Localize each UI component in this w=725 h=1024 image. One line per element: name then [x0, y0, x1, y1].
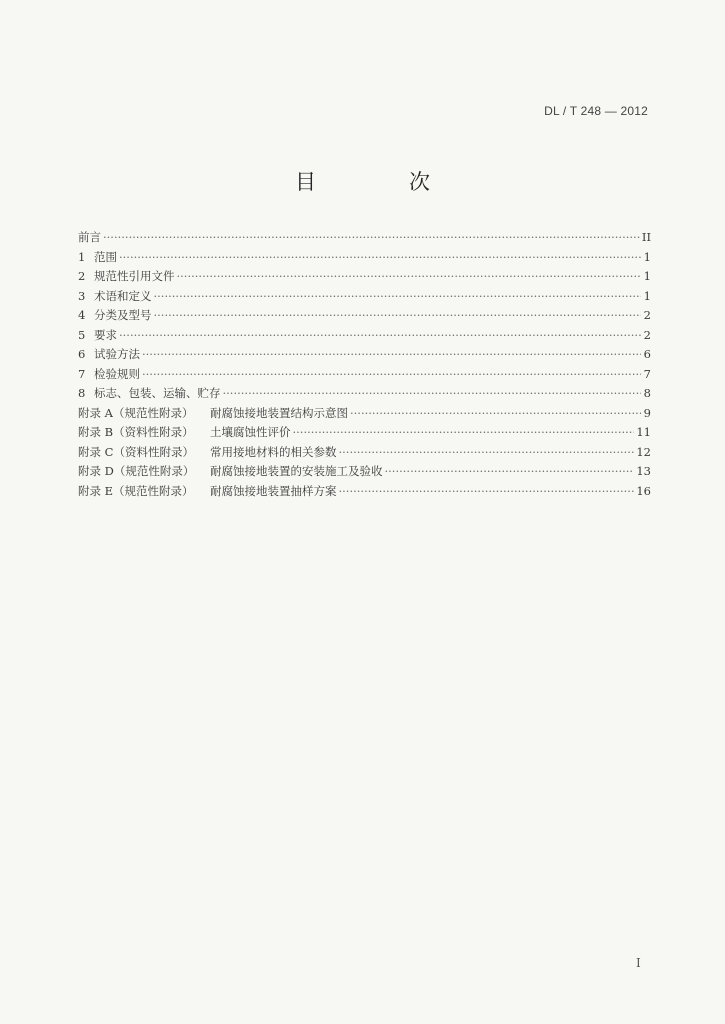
- toc-entry-number: 6: [78, 347, 86, 361]
- toc-entry-page: 12: [636, 444, 651, 459]
- toc-annex-kind: 附录 B（资料性附录）: [78, 425, 194, 439]
- toc-entry-page: 2: [643, 308, 651, 322]
- toc-annex-kind: 附录 D（规范性附录）: [78, 464, 195, 478]
- toc-entry-title: 分类及型号: [94, 308, 152, 322]
- toc-entry-title: 检验规则: [94, 366, 140, 381]
- toc-entry-number: 3: [78, 288, 86, 303]
- toc-entry-page: II: [641, 230, 651, 244]
- toc-entry-label: [78, 288, 152, 304]
- toc-entry-label: [78, 444, 337, 460]
- toc-dot-leader: [293, 425, 635, 439]
- toc-entry-label: [78, 307, 152, 323]
- toc-dot-leader: [119, 328, 641, 342]
- toc-entry[interactable]: [78, 444, 651, 464]
- toc-entry-label: [78, 229, 101, 245]
- toc-entry-number: 4: [78, 308, 86, 322]
- toc-entry[interactable]: [78, 288, 651, 308]
- page-number: I: [636, 956, 641, 970]
- toc-entry-label: [78, 327, 117, 343]
- toc-entry-label: [78, 424, 291, 440]
- toc-entry-title: 前言: [78, 230, 101, 244]
- toc-entry-label: [78, 249, 117, 265]
- toc-entry-label: [78, 405, 348, 421]
- toc-entry[interactable]: [78, 307, 651, 327]
- toc-entry-title: 规范性引用文件: [94, 269, 175, 283]
- toc-entry[interactable]: [78, 483, 651, 503]
- toc-dot-leader: [103, 230, 640, 244]
- toc-entry-number: 1: [78, 249, 86, 264]
- toc-entry-label: [78, 385, 221, 401]
- toc-entry-page: 2: [643, 327, 651, 342]
- toc-entry-number: 7: [78, 366, 86, 381]
- toc-entry-label: [78, 346, 140, 362]
- toc-entry-label: [78, 463, 383, 479]
- toc-entry[interactable]: [78, 463, 651, 483]
- document-code: DL / T 248 — 2012: [544, 104, 648, 118]
- toc-entry-page: 13: [636, 464, 651, 478]
- toc-entry[interactable]: [78, 249, 651, 269]
- toc-dot-leader: [223, 386, 642, 400]
- toc-entry[interactable]: [78, 424, 651, 444]
- table-of-contents: [78, 229, 651, 502]
- toc-entry-title: 土壤腐蚀性评价: [210, 425, 291, 439]
- toc-dot-leader: [177, 269, 642, 283]
- toc-dot-leader: [154, 289, 642, 303]
- toc-dot-leader: [154, 308, 642, 322]
- toc-entry-number: 8: [78, 386, 86, 400]
- toc-dot-leader: [339, 445, 635, 459]
- toc-entry-page: 6: [643, 347, 651, 361]
- toc-dot-leader: [119, 250, 641, 264]
- toc-entry-title: 试验方法: [94, 347, 140, 361]
- toc-entry-page: 1: [643, 288, 651, 303]
- toc-entry[interactable]: [78, 268, 651, 288]
- toc-annex-kind: 附录 E（规范性附录）: [78, 483, 194, 498]
- toc-entry[interactable]: [78, 385, 651, 405]
- toc-entry-number: 5: [78, 327, 86, 342]
- toc-entry-number: 2: [78, 269, 86, 283]
- toc-annex-kind: 附录 A（规范性附录）: [78, 405, 194, 420]
- toc-entry-page: 11: [636, 425, 651, 439]
- toc-dot-leader: [339, 484, 635, 498]
- toc-entry[interactable]: [78, 327, 651, 347]
- toc-entry-page: 1: [643, 249, 651, 264]
- toc-entry-title: 耐腐蚀接地装置的安装施工及验收: [210, 464, 383, 478]
- toc-entry[interactable]: [78, 366, 651, 386]
- toc-dot-leader: [142, 367, 641, 381]
- toc-entry[interactable]: [78, 346, 651, 366]
- toc-entry-title: 标志、包装、运输、贮存: [94, 386, 221, 400]
- toc-entry-title: 常用接地材料的相关参数: [210, 444, 337, 459]
- toc-dot-leader: [350, 406, 641, 420]
- toc-entry-page: 7: [643, 366, 651, 381]
- toc-entry-title: 耐腐蚀接地装置抽样方案: [210, 483, 337, 498]
- toc-entry-page: 8: [643, 386, 651, 400]
- toc-entry-label: [78, 268, 175, 284]
- toc-entry-title: 范围: [94, 249, 117, 264]
- toc-entry[interactable]: [78, 405, 651, 425]
- toc-dot-leader: [142, 347, 641, 361]
- toc-entry-label: [78, 483, 337, 499]
- toc-entry-title: 术语和定义: [94, 288, 152, 303]
- toc-entry-page: 1: [643, 269, 651, 283]
- toc-entry-page: 16: [636, 483, 651, 498]
- toc-annex-kind: 附录 C（资料性附录）: [78, 444, 194, 459]
- toc-entry-page: 9: [643, 405, 651, 420]
- page-title: 目 次: [295, 170, 466, 194]
- toc-entry-title: 耐腐蚀接地装置结构示意图: [210, 405, 348, 420]
- toc-dot-leader: [385, 464, 635, 478]
- toc-entry-title: 要求: [94, 327, 117, 342]
- toc-entry-label: [78, 366, 140, 382]
- toc-entry[interactable]: [78, 229, 651, 249]
